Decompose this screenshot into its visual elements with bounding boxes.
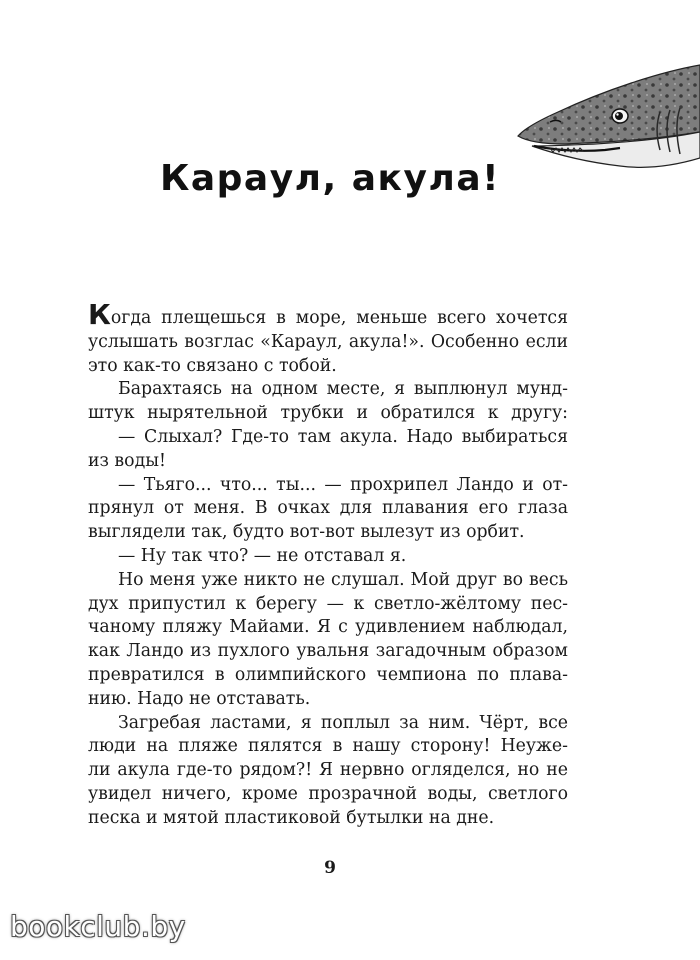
text-line: — Ну так что? — не отставал я. [118, 545, 407, 566]
text-line: увидел ничего, кроме прозрачной воды, светлого [88, 783, 568, 804]
text-line: Когда плещешься в море, меньше всего хочется [88, 298, 568, 331]
chapter-text [88, 298, 568, 831]
watermark: bookclub.by [10, 910, 186, 943]
text-line: нию. Надо не отставать. [88, 688, 311, 709]
text-line: — Тьяго... что... ты... — прохрипел Ландо и от- [118, 474, 568, 495]
text-line: чаному пляжу Майами. Я с удивлением наблюдал, [88, 617, 568, 638]
text-line: из воды! [88, 450, 166, 471]
chapter-title: Караул, акула! [159, 158, 501, 199]
text-line: услышать возглас «Караул, акула!». Особенно если [88, 331, 568, 352]
text-line: Барахтаясь на одном месте, я выплюнул мунд- [118, 379, 568, 400]
text-line: выглядели так, будто вот-вот вылезут из орбит. [88, 522, 525, 543]
text-line: Загребая ластами, я поплыл за ним. Чёрт, все [118, 712, 568, 733]
text-line: превратился в олимпийского чемпиона по плава- [88, 664, 568, 685]
text-line: — Слыхал? Где-то там акула. Надо выбираться [118, 426, 568, 447]
text-line: люди на пляже пялятся в нашу сторону! Неуже- [88, 736, 568, 757]
text-line: дух припустил к берегу — к светло-жёлтому пес- [88, 593, 568, 614]
text-line: песка и мятой пластиковой бутылки на дне. [88, 807, 495, 828]
text-line: штук нырятельной трубки и обратился к другу: [88, 403, 568, 424]
text-line: прянул от меня. В очках для плавания его глаза [88, 498, 568, 519]
text-line: ли акула где-то рядом?! Я нервно огляделся, но не [88, 760, 568, 781]
text-line: как Ландо из пухлого увальня загадочным образом [88, 641, 568, 662]
page-number: 9 [324, 858, 336, 878]
text-line: это как-то связано с тобой. [88, 355, 337, 376]
drop-cap: К [88, 298, 111, 331]
text-line: Но меня уже никто не слушал. Мой друг во весь [118, 569, 568, 590]
